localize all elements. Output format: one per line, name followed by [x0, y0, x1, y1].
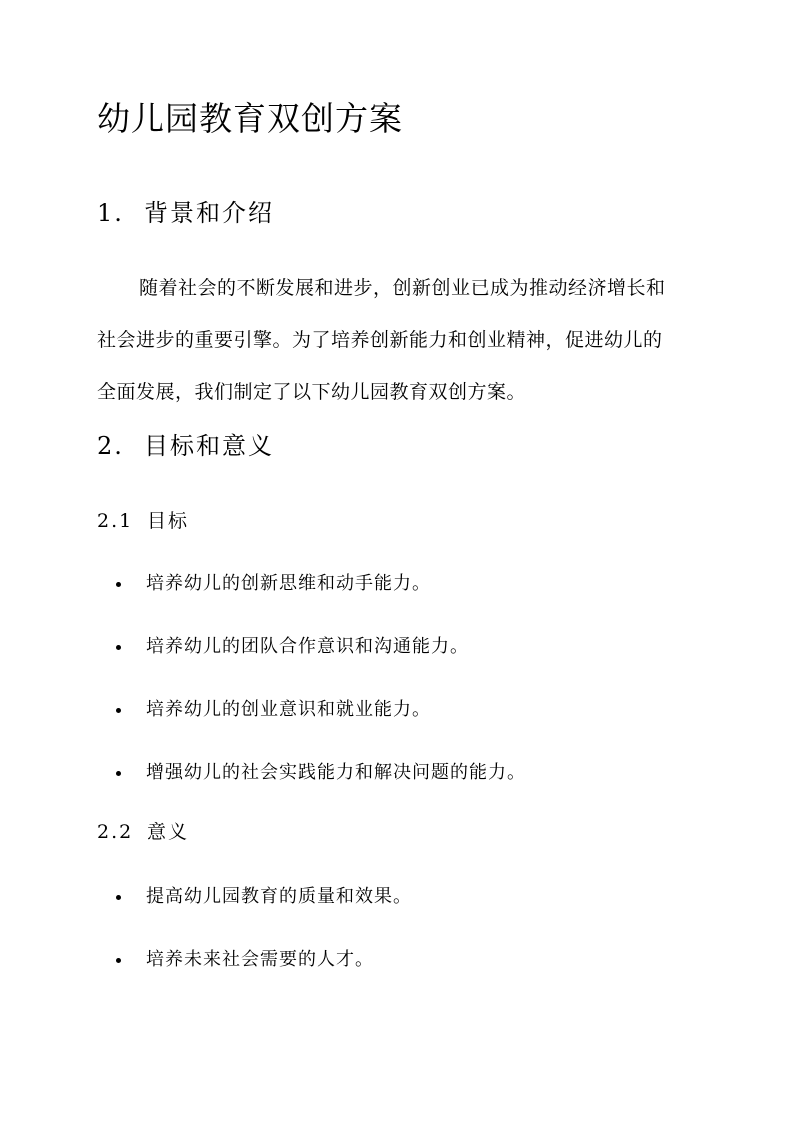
subsection-2-2-heading: [97, 818, 189, 846]
list-item-text: 培养幼儿的创新思维和动手能力。: [146, 573, 431, 594]
subsection-2-1-number: 2.1: [97, 510, 134, 532]
bullet-icon: [116, 958, 121, 963]
bullet-icon: [116, 708, 121, 713]
list-item-text: 增强幼儿的社会实践能力和解决问题的能力。: [146, 762, 526, 783]
section-1-number: 1.: [97, 199, 124, 227]
subsection-2-1-title: 目标: [147, 510, 190, 532]
significance-list: [116, 882, 736, 1008]
section-2-heading: [97, 429, 274, 463]
list-item: [116, 758, 736, 821]
section-1-paragraph: [97, 262, 707, 418]
subsection-2-1-heading: [97, 507, 189, 535]
section-1-heading: [97, 196, 274, 230]
document-title: 幼儿园教育双创方案: [97, 99, 403, 138]
bullet-icon: [116, 645, 121, 650]
paragraph-line: 随着社会的不断发展和进步，创新创业已成为推动经济增长和: [139, 277, 666, 299]
section-2-title: 目标和意义: [144, 432, 274, 460]
bullet-icon: [116, 771, 121, 776]
bullet-icon: [116, 895, 121, 900]
paragraph-line: 社会进步的重要引擎。为了培养创新能力和创业精神，促进幼儿的: [97, 329, 663, 351]
bullet-icon: [116, 582, 121, 587]
subsection-2-2-title: 意义: [147, 821, 190, 843]
list-item: [116, 632, 736, 695]
goals-list: [116, 569, 736, 821]
section-1-title: 背景和介绍: [144, 199, 274, 227]
paragraph-line: 全面发展，我们制定了以下幼儿园教育双创方案。: [97, 381, 527, 403]
list-item: [116, 882, 736, 945]
list-item: [116, 945, 736, 1008]
list-item-text: 提高幼儿园教育的质量和效果。: [146, 886, 412, 907]
list-item: [116, 695, 736, 758]
subsection-2-2-number: 2.2: [97, 821, 134, 843]
section-2-number: 2.: [97, 432, 124, 460]
list-item-text: 培养幼儿的团队合作意识和沟通能力。: [146, 636, 469, 657]
list-item-text: 培养幼儿的创业意识和就业能力。: [146, 699, 431, 720]
list-item-text: 培养未来社会需要的人才。: [146, 949, 374, 970]
list-item: [116, 569, 736, 632]
